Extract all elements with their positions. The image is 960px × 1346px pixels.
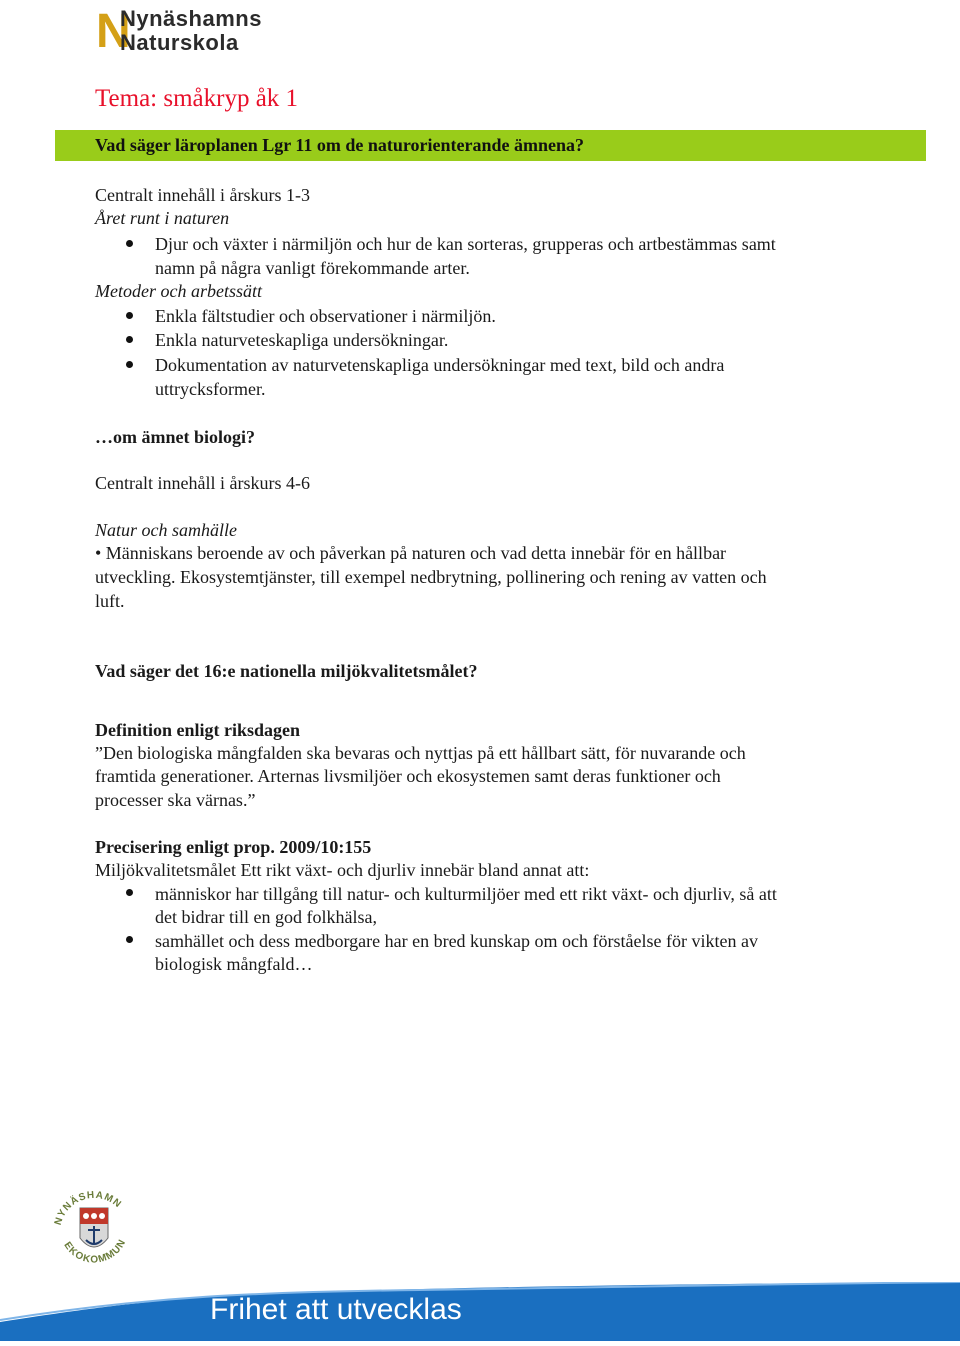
list-item: människor har tillgång till natur- och kulturmiljöer med ett rikt växt- och djurliv, så att — [155, 884, 777, 904]
list-item-cont: biologisk mångfald… — [155, 954, 313, 974]
bullet-dot — [126, 361, 133, 368]
municipality-seal — [52, 1180, 136, 1284]
bullet-dot — [126, 889, 133, 896]
central-content-1-3: Centralt innehåll i årskurs 1-3 — [95, 185, 310, 205]
subheading-nature-society: Natur och samhälle — [95, 520, 237, 540]
definition-line: processer ska värnas.” — [95, 790, 256, 810]
list-item: samhället och dess medborgare har en bred kunskap om och förståelse för vikten av — [155, 931, 758, 951]
list-item: Dokumentation av naturvetenskapliga undersökningar med text, bild och andra — [155, 355, 725, 375]
paragraph-line: luft. — [95, 591, 125, 611]
seal-text-top: NYNÄSHAMN — [52, 1189, 124, 1227]
seal-icon — [52, 1180, 136, 1284]
naturskola-logo — [96, 6, 286, 58]
list-item-cont: det bidrar till en god folkhälsa, — [155, 907, 377, 927]
biology-heading: …om ämnet biologi? — [95, 427, 255, 447]
list-item-cont: uttrycksformer. — [155, 379, 266, 399]
environmental-goal-heading: Vad säger det 16:e nationella miljökvalitetsmålet? — [95, 661, 478, 681]
footer-wave-shape — [0, 1282, 960, 1341]
seal-text-bottom: EKOKOMMUN — [61, 1237, 129, 1266]
logo-line1: Nynäshamns — [120, 6, 262, 31]
precision-intro: Miljökvalitetsmålet Ett rikt växt- och djurliv innebär bland annat att: — [95, 860, 590, 880]
logo-n-mark: N — [96, 5, 131, 58]
list-item: Djur och växter i närmiljön och hur de kan sorteras, grupperas och artbestämmas samt — [155, 234, 776, 254]
list-item: Enkla naturveteskapliga undersökningar. — [155, 330, 449, 350]
paragraph-line: utveckling. Ekosystemtjänster, till exempel nedbrytning, pollinering och rening av vatten och — [95, 567, 767, 587]
footer-band — [0, 1282, 960, 1341]
footer-slogan: Frihet att utvecklas — [210, 1293, 462, 1326]
list-item-cont: namn på några vanligt förekommande arter. — [155, 258, 470, 278]
bullet-dot — [126, 336, 133, 343]
paragraph-line: • Människans beroende av och påverkan på naturen och vad detta innebär för en hållbar — [95, 543, 727, 563]
list-item: Enkla fältstudier och observationer i närmiljön. — [155, 306, 496, 326]
section-heading-bar — [55, 130, 926, 161]
page-title: Tema: småkryp åk 1 — [95, 85, 299, 112]
bullet-dot — [126, 240, 133, 247]
subheading-methods: Metoder och arbetssätt — [95, 281, 262, 301]
logo-line2: Naturskola — [120, 30, 239, 55]
definition-line: ”Den biologiska mångfalden ska bevaras och nyttjas på ett hållbart sätt, för nuvarande och — [95, 743, 746, 763]
bullet-dot — [126, 936, 133, 943]
central-content-4-6: Centralt innehåll i årskurs 4-6 — [95, 473, 310, 493]
definition-line: framtida generationer. Arternas livsmiljöer och ekosystemen samt deras funktioner och — [95, 766, 721, 786]
definition-heading: Definition enligt riksdagen — [95, 720, 301, 740]
precision-heading: Precisering enligt prop. 2009/10:155 — [95, 837, 372, 857]
subheading-year-round: Året runt i naturen — [95, 208, 230, 228]
section1-heading: Vad säger läroplanen Lgr 11 om de naturorienterande ämnena? — [95, 135, 585, 155]
bullet-dot — [126, 312, 133, 319]
